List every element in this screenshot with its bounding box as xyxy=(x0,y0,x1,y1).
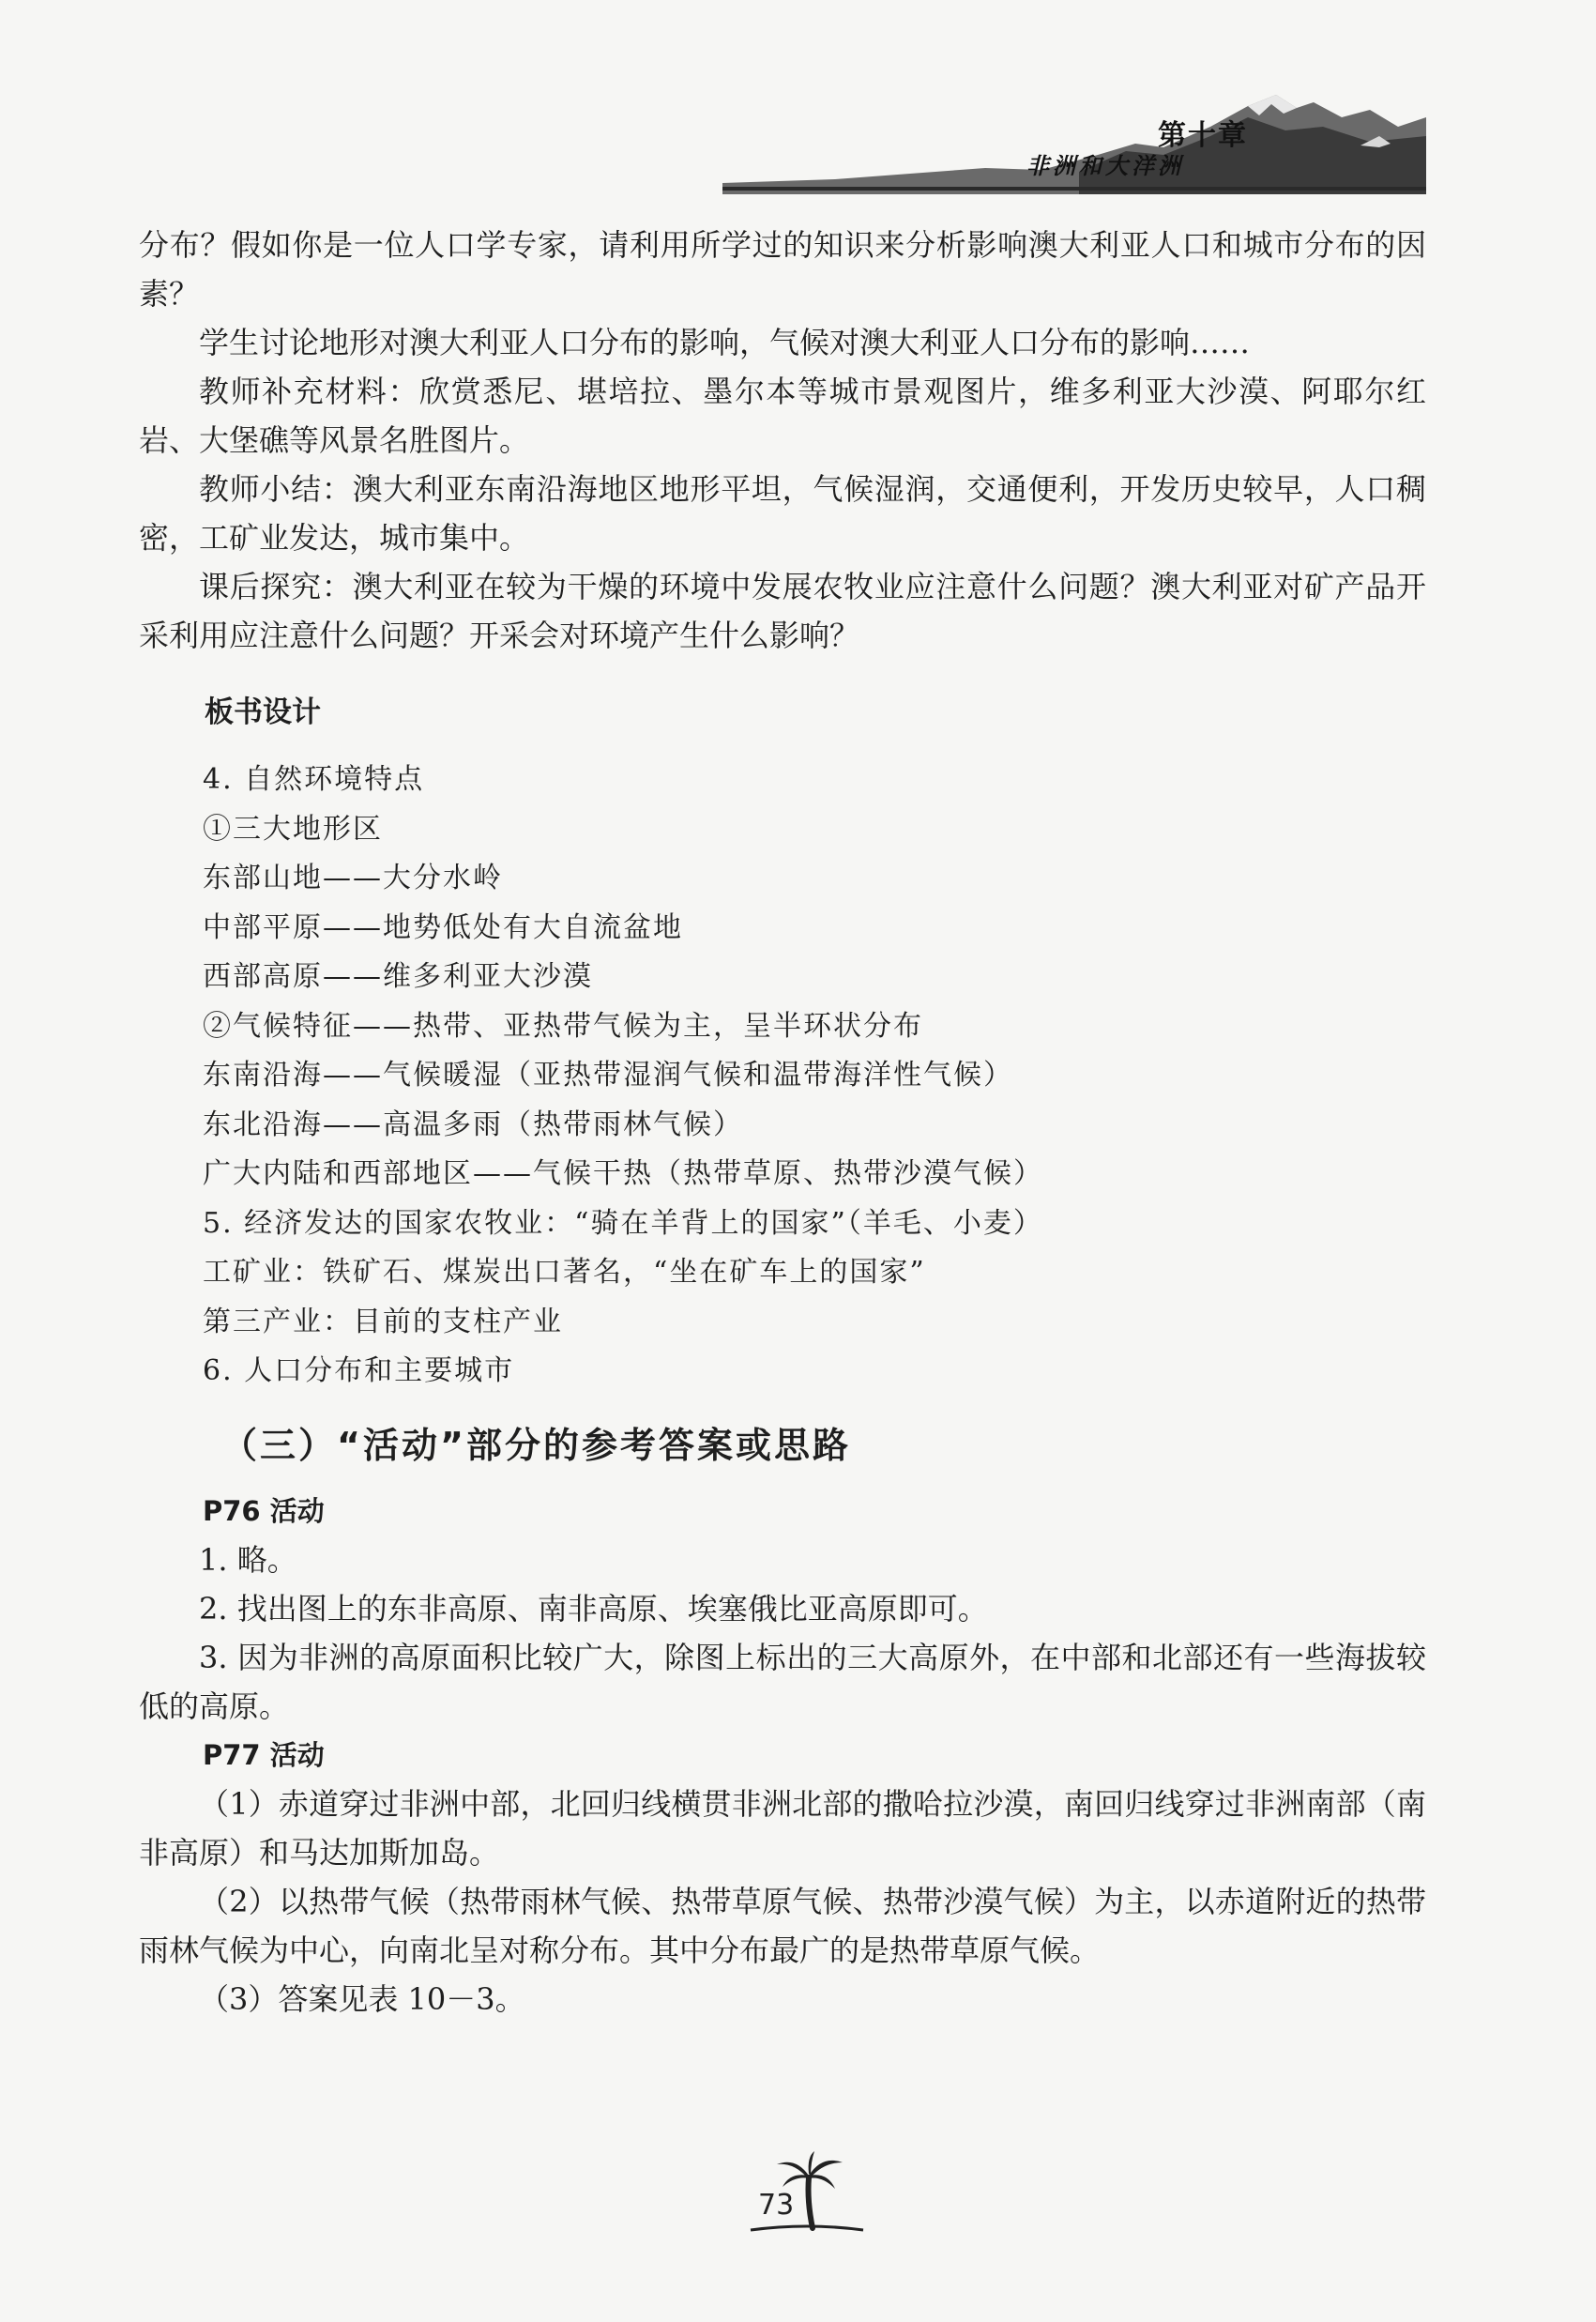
answer-item: （1）赤道穿过非洲中部，北回归线横贯非洲北部的撒哈拉沙漠，南回归线穿过非洲南部（南非高原）和马达加斯加岛。 xyxy=(139,1785,1426,1871)
board-line: 西部高原——维多利亚大沙漠 xyxy=(203,960,593,993)
paragraph: 教师小结：澳大利亚东南沿海地区地形平坦，气候湿润，交通便利，开发历史较早，人口稠密，工矿业发达，城市集中。 xyxy=(139,471,1426,556)
section-title: （三）“活动”部分的参考答案或思路 xyxy=(221,1424,851,1466)
answer-item: 1. 略。 xyxy=(199,1541,297,1578)
answer-item: 2. 找出图上的东非高原、南非高原、埃塞俄比亚高原即可。 xyxy=(199,1590,988,1627)
board-line: 东南沿海——气候暖湿（亚热带湿润气候和温带海洋性气候） xyxy=(203,1059,1013,1092)
chapter-number: 第十章 xyxy=(1158,119,1248,152)
board-line: 第三产业：目前的支柱产业 xyxy=(203,1305,563,1338)
page-content xyxy=(139,221,1426,2024)
board-line: 中部平原——地势低处有大自流盆地 xyxy=(203,910,683,944)
activity-title-p77: P77 活动 xyxy=(203,1738,325,1771)
chapter-header xyxy=(722,89,1426,202)
board-line: 工矿业：铁矿石、煤炭出口著名，“坐在矿车上的国家” xyxy=(203,1256,926,1289)
paragraph: 分布？假如你是一位人口学专家，请利用所学过的知识来分析影响澳大利亚人口和城市分布的因素？ xyxy=(139,227,1426,312)
answer-item: （2）以热带气候（热带雨林气候、热带草原气候、热带沙漠气候）为主，以赤道附近的热带雨林气候为中心，向南北呈对称分布。其中分布最广的是热带草原气候。 xyxy=(139,1883,1426,1968)
board-line: 东部山地——大分水岭 xyxy=(203,862,503,894)
paragraph: 教师补充材料：欣赏悉尼、堪培拉、墨尔本等城市景观图片，维多利亚大沙漠、阿耶尔红岩、大堡礁等风景名胜图片。 xyxy=(139,374,1426,458)
board-line: ①三大地形区 xyxy=(203,812,383,846)
board-line: 广大内陆和西部地区——气候干热（热带草原、热带沙漠气候） xyxy=(203,1157,1043,1190)
answer-item: （3）答案见表 10－3。 xyxy=(199,1980,525,2017)
mountain-banner-icon xyxy=(722,89,1426,202)
board-design-list xyxy=(203,756,1426,1397)
answer-item: 3. 因为非洲的高原面积比较广大，除图上标出的三大高原外，在中部和北部还有一些海拔较低的高原。 xyxy=(139,1639,1426,1724)
page-footer xyxy=(741,2149,873,2234)
board-design-title: 板书设计 xyxy=(205,695,321,729)
board-line: 5. 经济发达的国家农牧业：“骑在羊背上的国家”（羊毛、小麦） xyxy=(203,1206,1043,1240)
board-line: 4. 自然环境特点 xyxy=(203,763,425,796)
chapter-title: 非洲和大洋洲 xyxy=(1026,153,1184,179)
board-line: 东北沿海——高温多雨（热带雨林气候） xyxy=(203,1108,743,1141)
board-line: ②气候特征——热带、亚热带气候为主，呈半环状分布 xyxy=(203,1009,923,1043)
paragraph: 学生讨论地形对澳大利亚人口分布的影响，气候对澳大利亚人口分布的影响…… xyxy=(199,325,1251,360)
board-line: 6. 人口分布和主要城市 xyxy=(203,1354,515,1387)
page-number: 73 xyxy=(758,2189,795,2222)
paragraph: 课后探究：澳大利亚在较为干燥的环境中发展农牧业应注意什么问题？澳大利亚对矿产品开采利用应注意什么问题？开采会对环境产生什么影响？ xyxy=(139,569,1426,653)
activity-title-p76: P76 活动 xyxy=(203,1494,325,1527)
